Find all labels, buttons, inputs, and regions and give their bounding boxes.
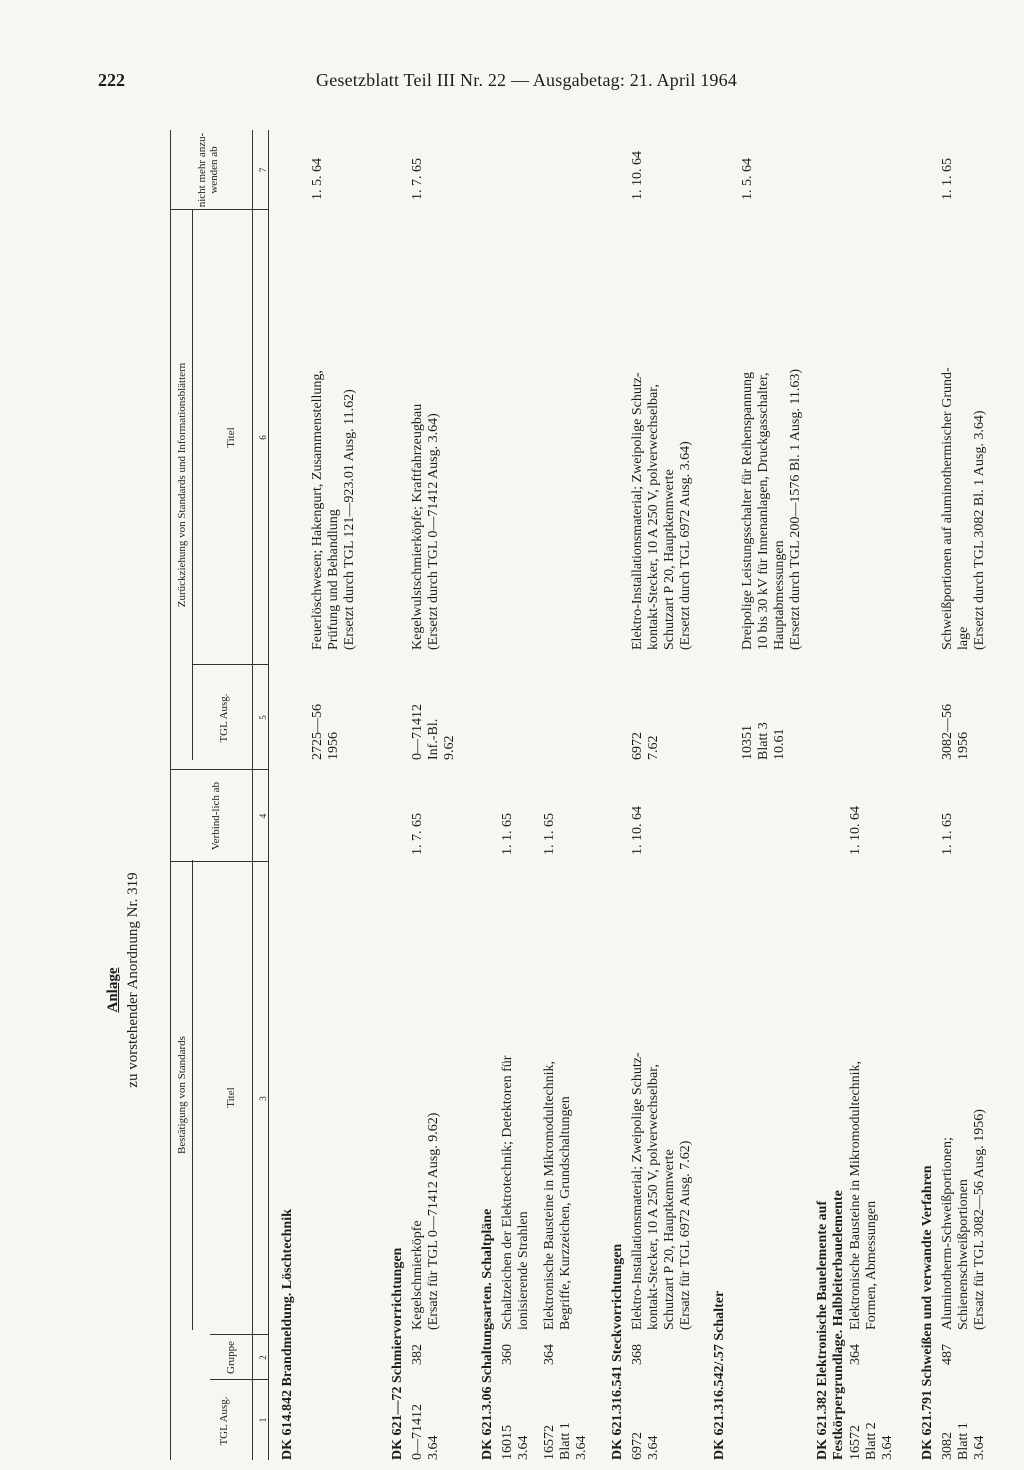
cell-gruppe: 360 xyxy=(500,1344,515,1365)
section-heading: DK 614.842 Brandmeldung. Löschtechnik xyxy=(280,1209,295,1460)
cell-tgl: 3082 Blatt 1 3.64 xyxy=(940,1422,987,1460)
table-header xyxy=(170,130,270,1460)
cell-binding-from: 1. 10. 64 xyxy=(848,806,863,855)
cell-title: Schaltzeichen der Elektrotechnik; Detektoren für ionisierende Strahlen xyxy=(500,1055,531,1330)
rotated-table-page xyxy=(100,130,910,1460)
header-num-rule xyxy=(252,130,253,1460)
cell-tgl: 16572 Blatt 2 3.64 xyxy=(848,1422,895,1460)
page-number: 222 xyxy=(98,70,125,90)
col6-header: Titel xyxy=(225,427,237,448)
cell-title-withdrawn: Dreipolige Leistungsschalter für Reihenspannung 10 bis 30 kV für Innenanlagen, Druckgasschalter, Hauptabmessungen (Ersetzt durch TGL 200—1576 Bl. 1 Ausg. 11.63) xyxy=(740,368,803,650)
cell-not-applicable-from: 1. 5. 64 xyxy=(310,158,325,200)
cell-binding-from: 1. 1. 65 xyxy=(940,813,955,855)
cell-tgl-withdrawn: 6972 7.62 xyxy=(630,732,661,760)
cell-not-applicable-from: 1. 10. 64 xyxy=(630,151,645,200)
section-heading: DK 621.316.541 Steckvorrichtungen xyxy=(610,1243,625,1460)
section-heading: DK 621.3.06 Schaltungsarten. Schaltpläne xyxy=(480,1208,495,1460)
cell-binding-from: 1. 1. 65 xyxy=(542,813,557,855)
cell-binding-from: 1. 10. 64 xyxy=(630,806,645,855)
cell-not-applicable-from: 1. 1. 65 xyxy=(940,158,955,200)
col-number: 2 xyxy=(258,1355,268,1360)
section-heading: DK 621.316.542/.57 Schalter xyxy=(712,1290,727,1460)
group-right-header: Zurückziehung von Standards und Informationsblättern xyxy=(176,362,188,608)
header-top-rule xyxy=(170,130,171,1460)
cell-title-withdrawn: Feuerlöschwesen; Hakengurt, Zusammenstellung, Prüfung und Behandlung (Ersetzt durch TGL 121—923.01 Ausg. 11.62) xyxy=(310,370,357,650)
col-number: 6 xyxy=(258,435,268,440)
col-number: 3 xyxy=(258,1096,268,1101)
col-number: 5 xyxy=(258,715,268,720)
col4-header: Verbind-lich ab xyxy=(210,781,222,851)
cell-title: Elektronische Bausteine in Mikromodultechnik, Formen, Abmessungen xyxy=(848,1060,879,1330)
cell-title-withdrawn: Kegelwulstschmierköpfe; Kraftfahrzeugbau (Ersetzt durch TGL 0—71412 Ausg. 3.64) xyxy=(410,403,441,650)
cell-gruppe: 487 xyxy=(940,1344,955,1365)
cell-tgl: 16572 Blatt 1 3.64 xyxy=(542,1422,589,1460)
cell-not-applicable-from: 1. 5. 64 xyxy=(740,158,755,200)
col-number: 1 xyxy=(258,1417,268,1423)
cell-not-applicable-from: 1. 7. 65 xyxy=(410,158,425,200)
cell-gruppe: 382 xyxy=(410,1344,425,1365)
page-header xyxy=(98,70,894,100)
cell-title-withdrawn: Schweißportionen auf aluminothermischer Grund- lage (Ersetzt durch TGL 3082 Bl. 1 Ausg. 3.64) xyxy=(940,367,987,650)
section-heading: DK 621.382 Elektronische Bauelemente auf Festkörpergrundlage. Halbleiterbauelemente xyxy=(815,1190,846,1460)
cell-title: Elektronische Bausteine in Mikromodultechnik, Begriffe, Kurzzeichen, Grundschaltungen xyxy=(542,1060,573,1330)
rotated-table-page-end xyxy=(920,130,1024,1460)
anlage-reference: zu vorstehender Anordnung Nr. 319 xyxy=(125,872,141,1088)
col2-header: Gruppe xyxy=(225,1341,237,1374)
cell-tgl-withdrawn: 10351 Blatt 3 10.61 xyxy=(740,722,787,760)
col7-header: nicht mehr anzu-wenden ab xyxy=(196,132,220,208)
col1-header: TGL Ausg. xyxy=(218,1396,230,1446)
cell-gruppe: 368 xyxy=(630,1344,645,1365)
col3-header: Titel xyxy=(225,1087,237,1108)
cell-tgl: 0—71412 3.64 xyxy=(410,1404,441,1460)
col-divider xyxy=(170,769,268,770)
section-heading: DK 621.791 Schweißen und verwandte Verfahren xyxy=(920,1165,935,1460)
section-heading: DK 621—72 Schmiervorrichtungen xyxy=(390,1247,405,1460)
cell-gruppe: 364 xyxy=(848,1344,863,1365)
running-head: Gesetzblatt Teil III Nr. 22 — Ausgabetag: 21. April 1964 xyxy=(316,70,738,90)
cell-tgl-withdrawn: 3082—56 1956 xyxy=(940,704,971,760)
cell-tgl: 6972 3.64 xyxy=(630,1432,661,1460)
cell-tgl: 16015 3.64 xyxy=(500,1425,531,1460)
col-number: 4 xyxy=(258,813,268,819)
cell-binding-from: 1. 7. 65 xyxy=(410,813,425,855)
cell-title: Aluminotherm-Schweißportionen; Schienenschweißportionen (Ersatz für TGL 3082—56 Ausg. 1956) xyxy=(940,1109,987,1330)
header-group-left-rule xyxy=(192,860,193,1330)
cell-binding-from: 1. 1. 65 xyxy=(500,813,515,855)
group-left-header: Bestätigung von Standards xyxy=(176,1036,188,1154)
col-number: 7 xyxy=(258,167,268,173)
cell-gruppe: 364 xyxy=(542,1344,557,1365)
cell-title: Kegelschmierköpfe (Ersatz für TGL 0—71412 Ausg. 9.62) xyxy=(410,1112,441,1330)
col5-header: TGL Ausg. xyxy=(218,693,230,743)
cell-title-withdrawn: Elektro-Installationsmaterial; Zweipolige Schutz- kontakt-Stecker, 10 A 250 V, polverwechselbar, Schutzart P 20, Hauptkennwerte (Ersetzt durch TGL 6972 Ausg. 3.64) xyxy=(630,372,693,650)
anlage-title: Anlage xyxy=(105,967,121,1013)
cell-title: Elektro-Installationsmaterial; Zweipolige Schutz- kontakt-Stecker, 10 A 250 V, polverwechselbar, Schutzart P 20, Hauptkennwerte (Ersatz für TGL 6972 Ausg. 7.62) xyxy=(630,1052,693,1330)
cell-tgl-withdrawn: 0—71412 Inf.-Bl. 9.62 xyxy=(410,704,457,760)
header-group-right-rule xyxy=(192,210,193,760)
cell-tgl-withdrawn: 2725—56 1956 xyxy=(310,704,341,760)
